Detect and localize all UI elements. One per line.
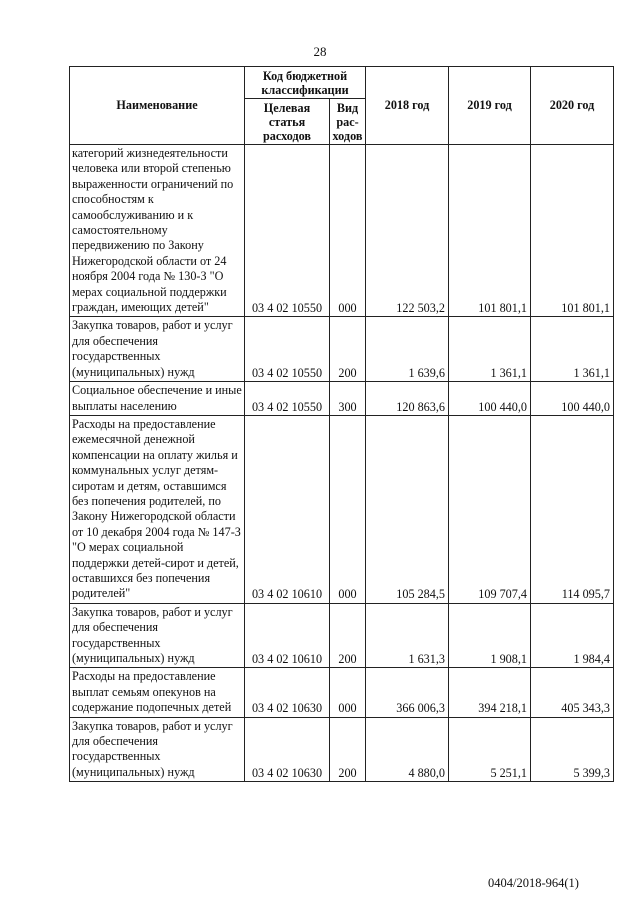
row-code: 03 4 02 10610: [245, 415, 330, 603]
row-2019: 1 361,1: [449, 317, 531, 382]
page-number: 28: [313, 44, 327, 59]
row-vid: 000: [330, 415, 366, 603]
row-code: 03 4 02 10630: [245, 668, 330, 717]
row-code: 03 4 02 10550: [245, 145, 330, 317]
col-header-2018: 2018 год: [366, 67, 449, 145]
row-name: категорий жизнедеятельности человека или второй степенью выраженности ограничений по способностям к самообслуживанию и к самостоятельному передвижению по Закону Нижегородской области от 24 ноября 2004 года № 130-З "О мерах социальной поддержки граждан, имеющих детей": [70, 145, 245, 317]
row-2020: 1 361,1: [531, 317, 614, 382]
table-row: [70, 668, 614, 717]
row-2018: 1 631,3: [366, 603, 449, 668]
row-vid: 200: [330, 317, 366, 382]
table-row: [70, 415, 614, 603]
row-code: 03 4 02 10630: [245, 717, 330, 782]
row-2018: 120 863,6: [366, 382, 449, 416]
row-vid: 000: [330, 145, 366, 317]
row-2019: 101 801,1: [449, 145, 531, 317]
row-code: 03 4 02 10550: [245, 382, 330, 416]
col-header-2020: 2020 год: [531, 67, 614, 145]
row-name: Закупка товаров, работ и услуг для обеспечения государственных (муниципальных) нужд: [70, 717, 245, 782]
row-code: 03 4 02 10610: [245, 603, 330, 668]
row-2020: 114 095,7: [531, 415, 614, 603]
col-header-vid: Вид рас-ходов: [330, 99, 366, 145]
row-2020: 1 984,4: [531, 603, 614, 668]
col-header-name: Наименование: [70, 67, 245, 145]
document-code: 0404/2018-964(1): [488, 876, 579, 890]
row-2018: 4 880,0: [366, 717, 449, 782]
row-2019: 109 707,4: [449, 415, 531, 603]
col-header-2019: 2019 год: [449, 67, 531, 145]
row-2018: 366 006,3: [366, 668, 449, 717]
table-row: [70, 382, 614, 416]
row-2018: 1 639,6: [366, 317, 449, 382]
row-vid: 000: [330, 668, 366, 717]
row-2018: 105 284,5: [366, 415, 449, 603]
row-2020: 405 343,3: [531, 668, 614, 717]
row-vid: 300: [330, 382, 366, 416]
row-2019: 1 908,1: [449, 603, 531, 668]
row-2018: 122 503,2: [366, 145, 449, 317]
row-name: Социальное обеспечение и иные выплаты населению: [70, 382, 245, 416]
table-row: [70, 145, 614, 317]
table-row: [70, 717, 614, 782]
table-row: [70, 317, 614, 382]
row-vid: 200: [330, 603, 366, 668]
col-header-target: Целевая статья расходов: [245, 99, 330, 145]
row-2019: 5 251,1: [449, 717, 531, 782]
row-2020: 100 440,0: [531, 382, 614, 416]
row-code: 03 4 02 10550: [245, 317, 330, 382]
col-header-kbk: Код бюджетной классификации: [245, 67, 366, 99]
budget-table: [69, 66, 614, 782]
table-row: [70, 603, 614, 668]
row-2019: 394 218,1: [449, 668, 531, 717]
row-name: Расходы на предоставление выплат семьям опекунов на содержание подопечных детей: [70, 668, 245, 717]
row-name: Расходы на предоставление ежемесячной денежной компенсации на оплату жилья и коммунальных услуг детям-сиротам и детям, оставшимся без попечения родителей, по Закону Нижегородской области от 10 декабря 2004 года № 147-З "О мерах социальной поддержки детей-сирот и детей, оставшихся без попечения родителей": [70, 415, 245, 603]
row-2019: 100 440,0: [449, 382, 531, 416]
row-2020: 5 399,3: [531, 717, 614, 782]
row-name: Закупка товаров, работ и услуг для обеспечения государственных (муниципальных) нужд: [70, 317, 245, 382]
row-vid: 200: [330, 717, 366, 782]
row-2020: 101 801,1: [531, 145, 614, 317]
row-name: Закупка товаров, работ и услуг для обеспечения государственных (муниципальных) нужд: [70, 603, 245, 668]
